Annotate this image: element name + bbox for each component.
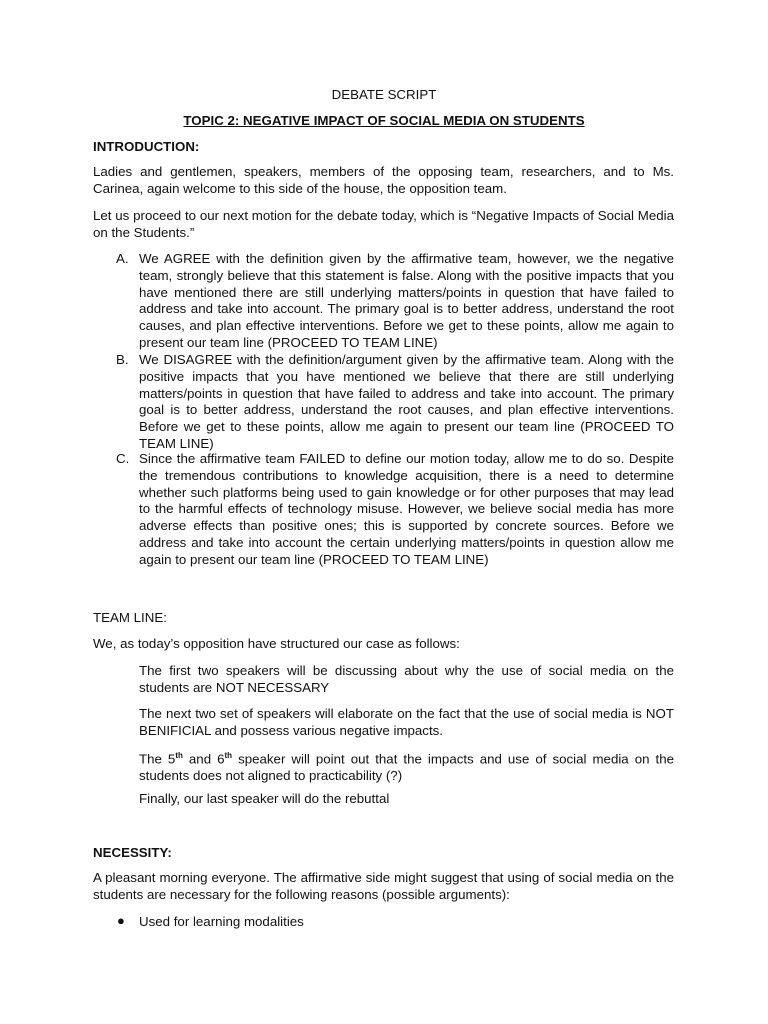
list-item-b-label: B.	[116, 352, 129, 367]
p3-part-b: and 6	[182, 751, 225, 767]
document-title: DEBATE SCRIPT	[331, 87, 437, 102]
team-line-paragraph-1: The first two speakers will be discussing about why the use of social media on the students are NOT NECESSARY	[139, 663, 674, 695]
team-line-paragraph-3	[139, 748, 674, 785]
list-item-a-text: We AGREE with the definition given by the affirmative team, however, we the negative team, strongly believe that this statement is false. Along with the positive impacts that you have mentioned there are still underlying matters/points in question that have failed to address and take into account. The primary goal is to better address, understand the root causes, and plan effective interventions. Before we get to these points, allow me again to present our team line (PROCEED TO TEAM LINE)	[139, 251, 674, 350]
necessity-bullet-1: Used for learning modalities	[139, 914, 304, 929]
bullet-dot-icon: ●	[117, 913, 125, 928]
necessity-heading: NECESSITY:	[93, 845, 172, 860]
list-item-c-label: C.	[116, 451, 130, 466]
topic-heading: TOPIC 2: NEGATIVE IMPACT OF SOCIAL MEDIA ON STUDENTS	[183, 113, 585, 128]
team-line-intro: We, as today’s opposition have structured our case as follows:	[93, 636, 460, 651]
team-line-paragraph-4: Finally, our last speaker will do the rebuttal	[139, 791, 390, 806]
p3-superscript-2: th	[224, 751, 233, 760]
p3-part-a: The 5	[139, 751, 176, 767]
list-item-a-label: A.	[116, 251, 129, 266]
team-line-paragraph-2: The next two set of speakers will elaborate on the fact that the use of social media is NOT BENIFICIAL and possess various negative impacts.	[139, 706, 674, 738]
p3-superscript-1: th	[175, 751, 183, 760]
team-line-heading: TEAM LINE:	[93, 610, 167, 625]
necessity-paragraph-1: A pleasant morning everyone. The affirmative side might suggest that using of social media on the students are necessary for the following reasons (possible arguments):	[93, 870, 674, 902]
p3-part-c: speaker will point out that the impacts and use of social media on the students does not aligned to practicability (?)	[139, 751, 674, 784]
list-item-b-text: We DISAGREE with the definition/argument given by the affirmative team. Along with the positive impacts that you have mentioned we believe that there are still underlying matters/points in question that have failed to address and take into account. The primary goal is to better address, understand the root causes, and plan effective interventions. Before we get to these points, allow me again to present our team line (PROCEED TO TEAM LINE)	[139, 352, 674, 451]
intro-paragraph-2: Let us proceed to our next motion for the debate today, which is “Negative Impacts of Social Media on the Students.”	[93, 208, 674, 240]
list-item-c-text: Since the affirmative team FAILED to define our motion today, allow me to do so. Despite the tremendous contributions to knowledge acquisition, there is a need to determine whether such platforms being used to gain knowledge or for other purposes that may lead to the harmful effects of technology misuse. However, we believe social media has more adverse effects than positive ones; this is supported by concrete sources. Before we address and take into account the certain underlying matters/points in question allow me again to present our team line (PROCEED TO TEAM LINE)	[139, 451, 674, 567]
introduction-heading: INTRODUCTION:	[93, 139, 200, 154]
intro-paragraph-1: Ladies and gentlemen, speakers, members of the opposing team, researchers, and to Ms. Carinea, again welcome to this side of the house, the opposition team.	[93, 164, 674, 196]
